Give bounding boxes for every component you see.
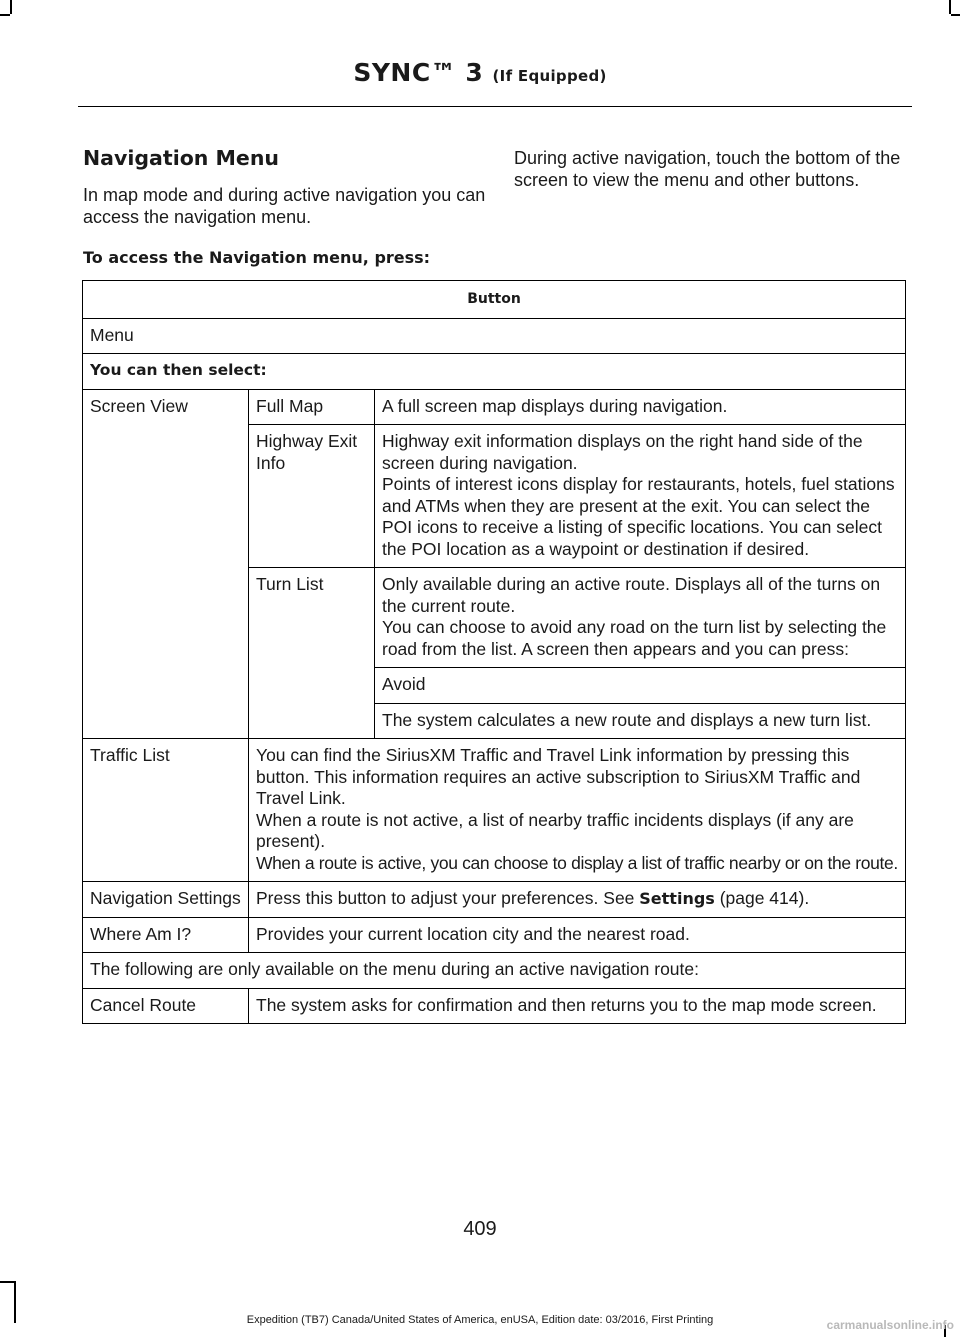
turn-list-desc-1: Only available during an active route. Displays all of the turns on the current route. — [382, 574, 881, 616]
traffic-list-label: Traffic List — [83, 739, 249, 882]
highway-exit-label: Highway Exit Info — [249, 425, 375, 568]
traffic-list-desc-1: You can find the SiriusXM Traffic and Travel Link information by pressing this button. This information requires an active subscription to SiriusXM Traffic and Travel Link. — [256, 745, 861, 808]
page-header-title — [0, 58, 960, 87]
table-header-row — [83, 281, 906, 319]
header-subtitle: (If Equipped) — [492, 67, 607, 85]
table-row — [83, 389, 906, 425]
crop-mark — [0, 14, 10, 16]
access-heading: To access the Navigation menu, press: — [83, 248, 431, 267]
table-row — [83, 953, 906, 989]
crop-mark — [10, 0, 12, 14]
page-number: 409 — [463, 1218, 497, 1240]
where-am-i-label: Where Am I? — [83, 917, 249, 953]
highway-exit-desc-1: Highway exit information displays on the right hand side of the screen during navigation. — [382, 431, 863, 473]
full-map-label: Full Map — [249, 389, 375, 425]
table-row — [83, 739, 906, 882]
avoid-desc-cell: The system calculates a new route and displays a new turn list. — [375, 703, 906, 739]
settings-reference-link[interactable]: Settings — [639, 889, 715, 908]
intro-paragraph-right: During active navigation, touch the bottom of the screen to view the menu and other buttons. — [514, 148, 901, 190]
active-only-note: The following are only available on the menu during an active navigation route: — [83, 953, 906, 989]
intro-paragraph-left: In map mode and during active navigation you can access the navigation menu. — [83, 185, 486, 227]
table-row — [83, 354, 906, 390]
table-row — [83, 318, 906, 354]
menu-cell: Menu — [83, 318, 906, 354]
where-am-i-desc: Provides your current location city and the nearest road. — [249, 917, 906, 953]
navigation-menu-table — [82, 280, 906, 1024]
turn-list-desc-2: You can choose to avoid any road on the turn list by selecting the road from the list. A screen then appears and you can press: — [382, 617, 887, 659]
table-row — [83, 917, 906, 953]
crop-mark — [949, 0, 951, 14]
table-header-button: Button — [83, 281, 906, 319]
nav-settings-desc — [249, 882, 906, 918]
header-title-text: SYNC™ 3 — [353, 58, 484, 87]
traffic-list-desc — [249, 739, 906, 882]
full-map-desc: A full screen map displays during navigation. — [375, 389, 906, 425]
highway-exit-desc — [375, 425, 906, 568]
then-select-cell: You can then select: — [83, 354, 906, 390]
table-row — [83, 988, 906, 1024]
watermark: carmanualsonline.info — [826, 1318, 954, 1332]
nav-settings-desc-post: (page 414). — [719, 888, 810, 908]
nav-settings-label: Navigation Settings — [83, 882, 249, 918]
crop-mark — [951, 14, 960, 16]
traffic-list-desc-2: When a route is not active, a list of nearby traffic incidents displays (if any are present). — [256, 809, 854, 851]
avoid-cell: Avoid — [375, 668, 906, 704]
cancel-route-desc: The system asks for confirmation and then returns you to the map mode screen. — [249, 988, 906, 1024]
screen-view-label: Screen View — [83, 389, 249, 739]
header-divider — [78, 106, 912, 107]
highway-exit-desc-2: Points of interest icons display for restaurants, hotels, fuel stations and ATMs when they are present at the exit. You can select the POI icons to receive a listing of specific locations. You can select the POI location as a waypoint or destination if desired. — [382, 474, 895, 559]
turn-list-desc — [375, 568, 906, 668]
table-row — [83, 882, 906, 918]
section-title: Navigation Menu — [83, 146, 280, 170]
nav-settings-desc-pre: Press this button to adjust your preferences. See — [256, 888, 635, 908]
traffic-list-desc-3: When a route is active, you can choose to display a list of traffic nearby or on the route. — [256, 852, 898, 873]
cancel-route-label: Cancel Route — [83, 988, 249, 1024]
turn-list-label: Turn List — [249, 568, 375, 739]
footer-edition-info: Expedition (TB7) Canada/United States of America, enUSA, Edition date: 03/2016, First Printing — [246, 1314, 714, 1326]
crop-mark — [0, 1281, 14, 1283]
